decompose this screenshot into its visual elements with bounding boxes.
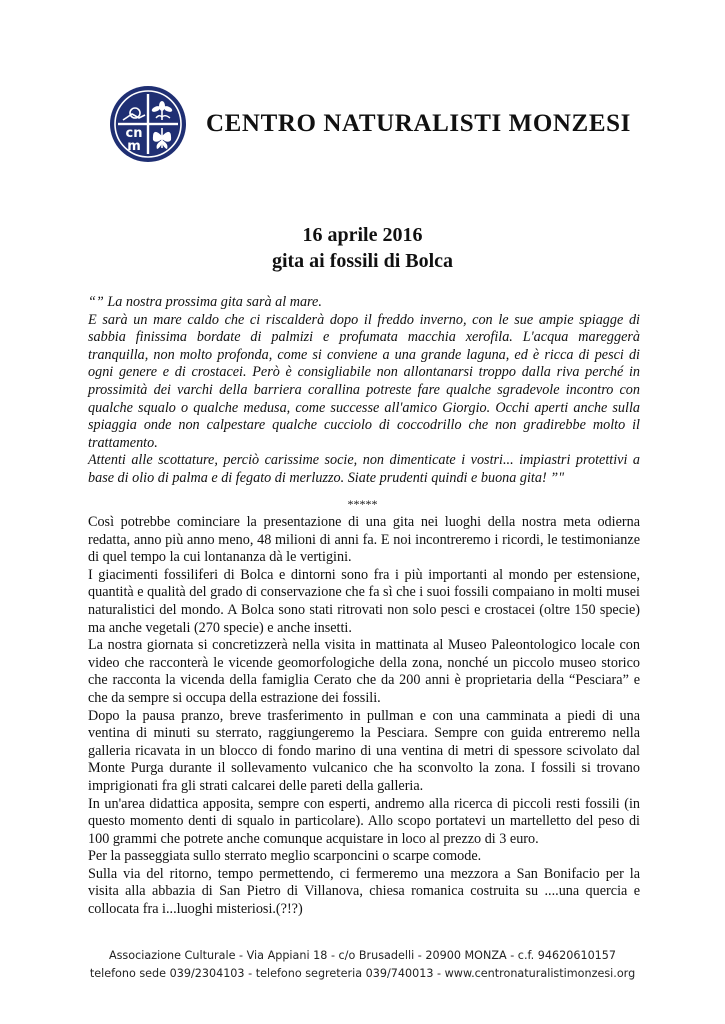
body-paragraph: Dopo la pausa pranzo, breve trasferimento in pullman e con una camminata a piedi di una ventina di minuti su sterrato, raggiungeremo la Pesciara. Sempre con guida entreremo nella galleria ricavata in un blocco di fondo marino di una ventina di metri di spessore scivolato dal Monte Purga durante il sollevamento vulcanico che ha sconvolto la zona. I fossili si trovano imprigionati fra gli strati calcarei delle pareti della galleria. <box>88 707 640 794</box>
document-title <box>0 222 725 274</box>
cnm-logo-icon <box>108 84 188 164</box>
body-paragraph: La nostra giornata si concretizzerà nella visita in mattinata al Museo Paleontologico locale con video che racconterà le vicende geomorfologiche della zona, nonché un piccolo museo storico che racconta la vicenda della famiglia Cerato che da 200 anni è proprietaria della “Pesciara” e che da sempre si occupa della estrazione dei fossili. <box>88 637 640 706</box>
body-paragraph: In un'area didattica apposita, sempre con esperti, andremo alla ricerca di piccoli resti fossili (in questo momento denti di squalo in particolare). Allo scopo portatevi un martelletto del peso di 100 grammi che potrete anche comunque acquistare in loco al prezzo di 3 euro. <box>88 795 640 847</box>
intro-paragraph: “” La nostra prossima gita sarà al mare. <box>88 294 322 310</box>
body-text <box>88 514 640 919</box>
svg-text:m: m <box>127 139 141 154</box>
body-paragraph: Sulla via del ritorno, tempo permettendo, ci fermeremo una mezzora a San Bonifacio per la visita alla abbazia di San Pietro di Villanova, chiesa romanica costruita su ....una quercia e collocata fra i...luoghi misteriosi.(?!?) <box>88 865 640 918</box>
letterhead <box>108 84 648 164</box>
page-footer <box>0 947 725 983</box>
logo-letters: cn <box>125 126 143 141</box>
intro-paragraph: E sarà un mare caldo che ci riscalderà dopo il freddo inverno, con le sue ampie spiagge di sabbia finissima bordate di palmizi e profumata macchia xerofila. L'acqua mareggerà tranquilla, non molto profonda, come si conviene a una grande laguna, ed è ricca di pesci di ogni genere e di crostacei. Però è consigliabile non allontanarsi troppo dalla riva perché in prossimità dei varchi della barriera corallina potreste fare qualche sgradevole incontro con qualche squalo o qualche medusa, come successe all'amico Giorgio. Occhi aperti anche sulla spiaggia onde non calpestare qualche cucciolo di coccodrillo che non gradirebbe molto il trattamento. <box>88 311 640 451</box>
body-paragraph: Così potrebbe cominciare la presentazione di una gita nei luoghi della nostra meta odierna redatta, anno più anno meno, 48 milioni di anni fa. E noi incontreremo i ricordi, le testimonianze di quel tempo la cui lontananza dà le vertigini. <box>88 514 640 566</box>
intro-paragraph: Attenti alle scottature, perciò carissime socie, non dimenticate i vostri... impiastri protettivi a base di olio di palma e di fegato di merluzzo. Siate prudenti quindi e buona gita! ”" <box>88 452 640 486</box>
organization-name: CENTRO NATURALISTI MONZESI <box>206 110 631 137</box>
footer-contacts: telefono sede 039/2304103 - telefono segreteria 039/740013 - www.centronaturalistimonzesi.org <box>89 967 636 980</box>
event-title: gita ai fossili di Bolca <box>271 250 454 272</box>
event-date: 16 aprile 2016 <box>302 224 423 246</box>
body-paragraph: I giacimenti fossiliferi di Bolca e dintorni sono fra i più importanti al mondo per estensione, quantità e qualità del grado di conservazione che fa sì che i suoi fossili compaiano in molti musei naturalistici del mondo. A Bolca sono stati ritrovati non solo pesci e crostacei (oltre 150 specie) ma anche vegetali (270 specie) e anche insetti. <box>88 566 640 636</box>
section-separator: ***** <box>347 497 378 511</box>
intro-text <box>88 294 640 488</box>
body-paragraph: Per la passeggiata sullo sterrato meglio scarponcini o scarpe comode. <box>88 848 482 865</box>
footer-address: Associazione Culturale - Via Appiani 18 - c/o Brusadelli - 20900 MONZA - c.f. 94620610157 <box>108 949 617 962</box>
